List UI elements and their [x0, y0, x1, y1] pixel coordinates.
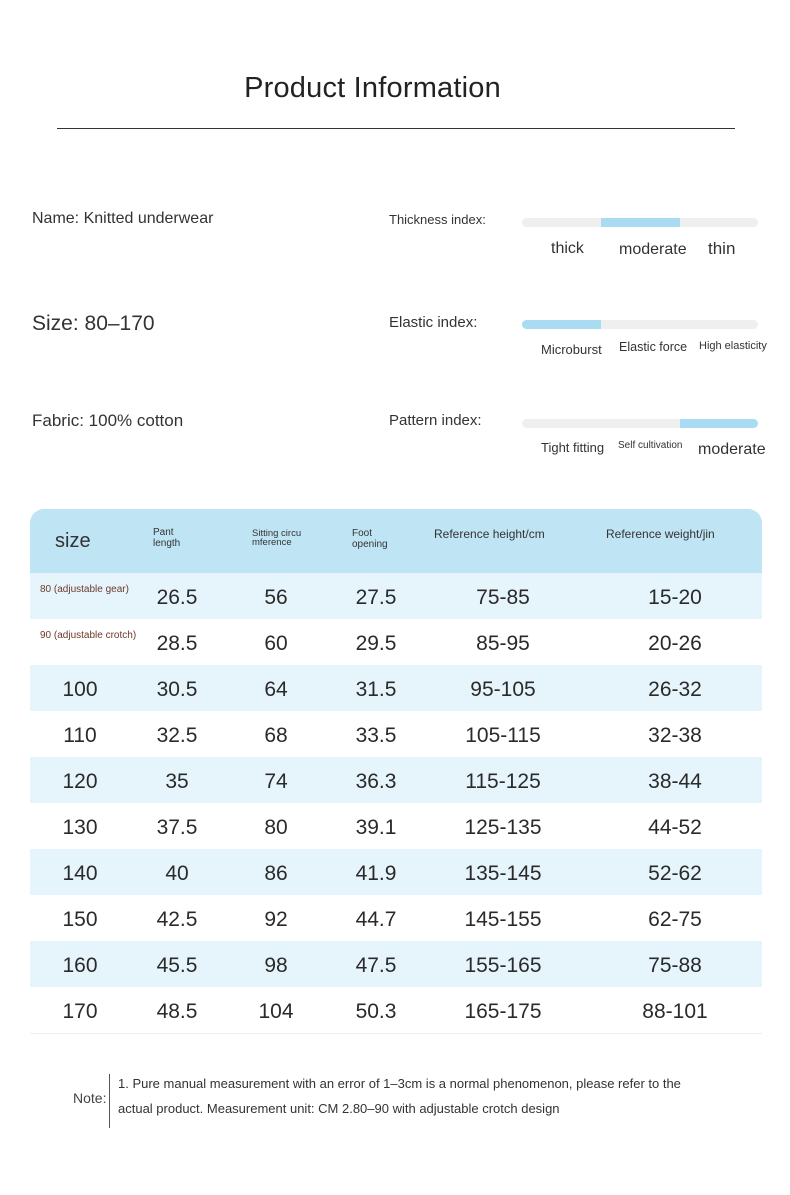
cell-pant-length: 42.5 — [156, 908, 198, 931]
cell-foot-opening: 47.5 — [355, 954, 397, 977]
thickness-index-label: Thickness index: — [389, 212, 486, 227]
cell-reference-height: 165-175 — [464, 1000, 542, 1023]
header-pant-length: Pant length — [153, 527, 181, 549]
elastic-index-bar — [522, 320, 758, 329]
header-size: size — [55, 530, 91, 552]
product-fabric: Fabric: 100% cotton — [32, 411, 184, 430]
cell-reference-weight: 32-38 — [648, 724, 702, 747]
cell-size: 100 — [62, 678, 98, 701]
cell-pant-length: 28.5 — [156, 632, 198, 655]
cell-reference-height: 85-95 — [476, 632, 530, 655]
cell-size: 110 — [63, 724, 97, 747]
cell-sitting-circumference: 80 — [264, 816, 288, 839]
cell-pant-length: 26.5 — [156, 586, 198, 609]
thickness-index-bar — [522, 218, 758, 227]
elastic-index-label: Elastic index: — [389, 314, 478, 331]
cell-reference-height: 75-85 — [476, 586, 530, 609]
table-row — [30, 711, 762, 757]
thickness-option-thick: thick — [551, 240, 584, 257]
cell-sitting-circumference: 86 — [264, 862, 288, 885]
pattern-index-fill — [680, 419, 758, 428]
cell-foot-opening: 29.5 — [355, 632, 397, 655]
table-header — [30, 509, 762, 573]
page-title: Product Information — [244, 72, 501, 104]
cell-reference-weight: 15-20 — [648, 586, 702, 609]
table-bottom-rule — [30, 1033, 762, 1034]
table-row — [30, 573, 762, 619]
cell-size: 160 — [62, 954, 98, 977]
header-reference-height: Reference height/cm — [434, 527, 545, 541]
elastic-index-fill — [522, 320, 601, 329]
cell-pant-length: 45.5 — [156, 954, 198, 977]
title-divider — [57, 128, 735, 129]
cell-sitting-circumference: 56 — [264, 586, 288, 609]
table-body — [30, 573, 762, 1033]
note-text: 1. Pure manual measurement with an error of 1–3cm is a normal phenomenon, please refer to the actual product. Measurement unit: CM 2.80–90 with adjustable crotch design — [118, 1076, 681, 1116]
cell-reference-height: 155-165 — [464, 954, 542, 977]
thickness-option-moderate: moderate — [619, 241, 687, 258]
pattern-index-label: Pattern index: — [389, 412, 482, 429]
cell-pant-length: 37.5 — [156, 816, 198, 839]
thickness-option-thin: thin — [708, 239, 736, 258]
pattern-index-bar — [522, 419, 758, 428]
header-reference-weight: Reference weight/jin — [606, 527, 715, 541]
product-name: Name: Knitted underwear — [32, 210, 214, 227]
cell-reference-weight: 38-44 — [648, 770, 702, 793]
cell-size: 140 — [62, 862, 98, 885]
cell-pant-length: 30.5 — [156, 678, 198, 701]
cell-foot-opening: 41.9 — [355, 862, 397, 885]
table-row — [30, 665, 762, 711]
cell-size: 120 — [62, 770, 98, 793]
cell-reference-weight: 26-32 — [648, 678, 702, 701]
cell-size: 80 (adjustable gear) — [40, 584, 129, 595]
cell-size: 130 — [62, 816, 98, 839]
cell-foot-opening: 44.7 — [355, 908, 397, 931]
cell-foot-opening: 36.3 — [355, 770, 397, 793]
thickness-index-fill — [601, 218, 680, 227]
cell-foot-opening: 33.5 — [355, 724, 397, 747]
cell-sitting-circumference: 68 — [264, 724, 288, 747]
cell-pant-length: 35 — [165, 770, 189, 793]
table-row — [30, 619, 762, 665]
pattern-option-moderate: moderate — [698, 441, 766, 458]
cell-size: 90 (adjustable crotch) — [40, 630, 137, 641]
cell-reference-weight: 52-62 — [648, 862, 702, 885]
cell-reference-weight: 62-75 — [648, 908, 702, 931]
pattern-option-tight-fitting: Tight fitting — [541, 440, 605, 455]
elastic-option-microburst: Microburst — [541, 342, 602, 357]
cell-size: 150 — [62, 908, 98, 931]
cell-reference-weight: 20-26 — [648, 632, 702, 655]
table-row — [30, 803, 762, 849]
cell-reference-height: 105-115 — [465, 724, 541, 747]
table-row — [30, 895, 762, 941]
table-row — [30, 941, 762, 987]
table-row — [30, 987, 762, 1033]
cell-foot-opening: 50.3 — [355, 1000, 397, 1023]
cell-reference-height: 135-145 — [464, 862, 542, 885]
cell-reference-weight: 88-101 — [642, 1000, 708, 1023]
header-foot-opening: Foot opening — [352, 528, 388, 550]
cell-sitting-circumference: 92 — [264, 908, 288, 931]
cell-reference-height: 125-135 — [464, 816, 542, 839]
cell-reference-height: 145-155 — [464, 908, 542, 931]
cell-foot-opening: 27.5 — [355, 586, 397, 609]
cell-pant-length: 40 — [165, 862, 189, 885]
elastic-option-high-elasticity: High elasticity — [699, 340, 767, 352]
cell-sitting-circumference: 60 — [264, 632, 288, 655]
cell-foot-opening: 31.5 — [355, 678, 397, 701]
elastic-option-elastic-force: Elastic force — [619, 340, 688, 354]
cell-reference-height: 95-105 — [470, 678, 536, 701]
cell-pant-length: 48.5 — [156, 1000, 198, 1023]
pattern-option-self-cultivation: Self cultivation — [618, 440, 683, 451]
product-size: Size: 80–170 — [32, 312, 155, 335]
header-sitting-circumference: Sitting circumference — [252, 528, 302, 549]
cell-sitting-circumference: 104 — [258, 1000, 294, 1023]
cell-sitting-circumference: 64 — [264, 678, 288, 701]
cell-reference-weight: 75-88 — [648, 954, 702, 977]
note-label: Note: — [73, 1090, 107, 1106]
size-table — [30, 509, 762, 1034]
cell-sitting-circumference: 98 — [264, 954, 288, 977]
cell-reference-weight: 44-52 — [648, 816, 702, 839]
cell-pant-length: 32.5 — [156, 724, 198, 747]
cell-sitting-circumference: 74 — [264, 770, 288, 793]
cell-foot-opening: 39.1 — [355, 816, 397, 839]
cell-reference-height: 115-125 — [465, 770, 541, 793]
table-row — [30, 849, 762, 895]
table-row — [30, 757, 762, 803]
note-divider — [109, 1074, 110, 1128]
cell-size: 170 — [62, 1000, 98, 1023]
